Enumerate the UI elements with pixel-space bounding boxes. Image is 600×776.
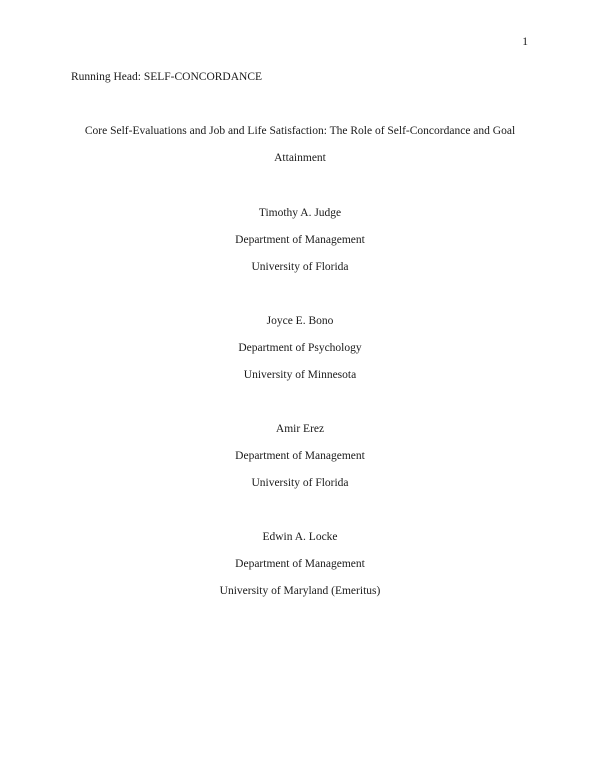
title-line-2: Attainment	[274, 152, 326, 164]
author-affiliation: University of Minnesota	[243, 369, 357, 381]
author-affiliation: University of Maryland (Emeritus)	[219, 585, 381, 597]
author-name: Edwin A. Locke	[262, 531, 338, 543]
author-department: Department of Psychology	[238, 342, 362, 354]
author-block-bono	[0, 315, 600, 396]
author-department: Department of Management	[235, 558, 365, 570]
author-affiliation: University of Florida	[251, 261, 349, 273]
author-block-judge	[0, 207, 600, 288]
author-department: Department of Management	[235, 234, 365, 246]
author-affiliation: University of Florida	[251, 477, 349, 489]
author-name: Timothy A. Judge	[258, 207, 342, 219]
author-list	[0, 207, 600, 639]
title-line-1: Core Self-Evaluations and Job and Life Satisfaction: The Role of Self-Concordance and Goal	[84, 125, 516, 137]
author-block-erez	[0, 423, 600, 504]
author-name: Amir Erez	[275, 423, 325, 435]
author-name: Joyce E. Bono	[266, 315, 334, 327]
page-number: 1	[522, 36, 528, 48]
author-department: Department of Management	[235, 450, 365, 462]
author-block-locke	[0, 531, 600, 612]
paper-title	[60, 125, 540, 179]
running-head: Running Head: SELF-CONCORDANCE	[71, 71, 263, 83]
